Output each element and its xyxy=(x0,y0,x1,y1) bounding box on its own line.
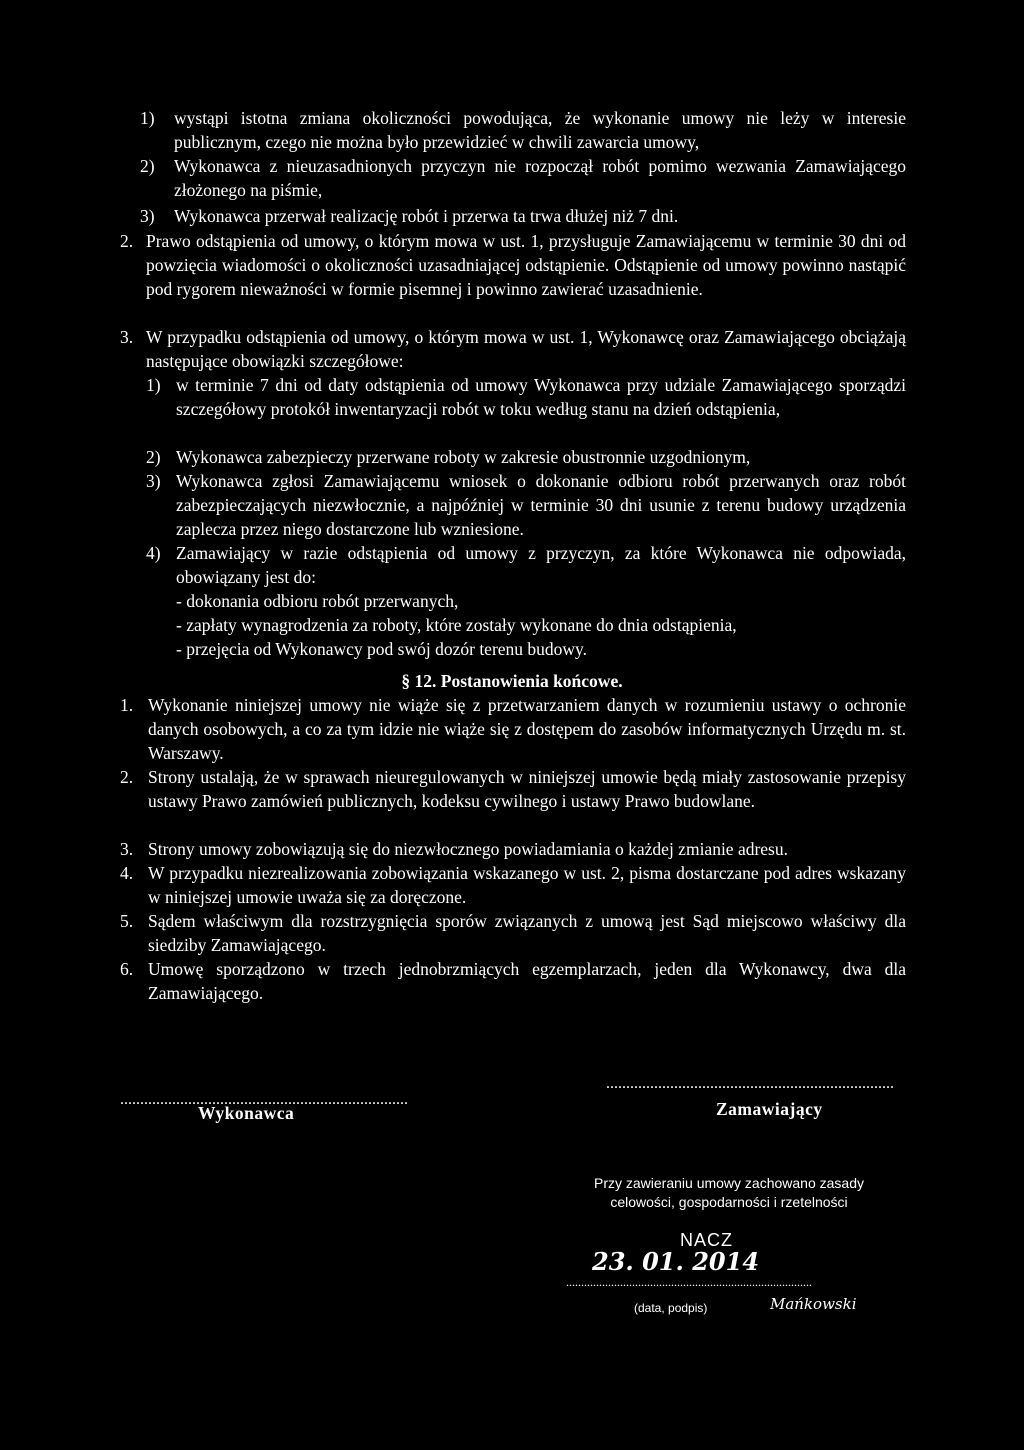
list-item-text: Wykonawca zabezpieczy przerwane roboty w zakresie obustronnie uzgodnionym, xyxy=(176,447,751,467)
paragraph-text: Wykonanie niniejszej umowy nie wiąże się z przetwarzaniem danych w rozumieniu ustawy o ochronie danych osobowych, a co za tym idzie nie wiąże się z dostępem do zasobów informatycznych Urzędu m. st. Warszawy. xyxy=(148,695,906,763)
list-item-text: Wykonawca przerwał realizację robót i przerwa ta trwa dłużej niż 7 dni. xyxy=(174,206,679,226)
paragraph-number: 2. xyxy=(120,231,134,251)
list-item-number: 3) xyxy=(140,206,155,226)
list-item-number: 3) xyxy=(146,471,161,491)
list-item-text: Wykonawca zgłosi Zamawiającemu wniosek o dokonanie odbioru robót przerwanych oraz robót zabezpieczających niezwłocznie, a najpóźniej w terminie 30 dni usunie z terenu budowy urządzenia zaplecza przez niego dostarczone lub wzniesione. xyxy=(176,471,906,539)
client-label: Zamawiający xyxy=(716,1099,823,1119)
list-item-text: wystąpi istotna zmiana okoliczności powodująca, że wykonanie umowy nie leży w interesie publicznym, czego nie można było przewidzieć w chwili zawarcia umowy, xyxy=(174,108,906,152)
paragraph-text: Umowę sporządzono w trzech jednobrzmiących egzemplarzach, jeden dla Wykonawcy, dwa dla Zamawiającego. xyxy=(148,959,906,1003)
stamp-name: Mańkowski xyxy=(770,1295,857,1313)
list-item-number: 1) xyxy=(140,108,155,128)
paragraph-text: Sądem właściwym dla rozstrzygnięcia sporów związanych z umową jest Sąd miejscowo właściwy dla siedziby Zamawiającego. xyxy=(148,911,906,955)
dash-item: - dokonania odbioru robót przerwanych, xyxy=(176,591,459,611)
list-item-number: 1) xyxy=(146,375,161,395)
handwritten-date: 23. 01. 2014 xyxy=(592,1247,760,1276)
stamp-caption-date-signature: (data, podpis) xyxy=(634,1301,708,1315)
paragraph-number: 4. xyxy=(120,863,134,883)
paragraph-number: 3. xyxy=(120,839,134,859)
paragraph-number: 2. xyxy=(120,767,134,787)
paragraph-text: Strony umowy zobowiązują się do niezwłocznego powiadamiania o każdej zmianie adresu. xyxy=(148,839,788,859)
signature-line-left: ........................................................................ xyxy=(120,1091,408,1108)
list-item-text: Wykonawca z nieuzasadnionych przyczyn nie rozpoczął robót pomimo wezwania Zamawiającego złożonego na piśmie, xyxy=(174,156,906,200)
paragraph-text: W przypadku niezrealizowania zobowiązania wskazanego w ust. 2, pisma dostarczane pod adres wskazany w niniejszej umowie uważa się za doręczone. xyxy=(148,863,906,907)
section-heading: § 12. Postanowienia końcowe. xyxy=(401,671,623,691)
contractor-label: Wykonawca xyxy=(198,1103,295,1123)
signature-line-right: ........................................................................ xyxy=(606,1075,894,1092)
paragraph-number: 3. xyxy=(120,327,134,347)
handwritten-mark: NACZ xyxy=(680,1230,733,1250)
paragraph-text: Strony ustalają, że w sprawach nieuregulowanych w niniejszej umowie będą miały zastosowanie przepisy ustawy Prawo zamówień publicznych, kodeksu cywilnego i ustawy Prawo budowlane. xyxy=(148,767,906,811)
stamp-line-1: Przy zawieraniu umowy zachowano zasady xyxy=(593,1175,864,1191)
stamp-line-2: celowości, gospodarności i rzetelności xyxy=(610,1194,848,1210)
dash-item: - przejęcia od Wykonawcy pod swój dozór terenu budowy. xyxy=(176,639,588,659)
dash-item: - zapłaty wynagrodzenia za roboty, które zostały wykonane do dnia odstąpienia, xyxy=(176,615,737,635)
paragraph-number: 5. xyxy=(120,911,134,931)
paragraph-text: W przypadku odstąpienia od umowy, o którym mowa w ust. 1, Wykonawcę oraz Zamawiającego obciążają następujące obowiązki szczegółowe: xyxy=(146,327,906,371)
list-item-number: 2) xyxy=(146,447,161,467)
list-item-number: 2) xyxy=(140,156,155,176)
list-item-number: 4) xyxy=(146,543,161,563)
stamp-dotted-line: .................................................................................. xyxy=(566,1275,812,1289)
paragraph-text: Prawo odstąpienia od umowy, o którym mowa w ust. 1, przysługuje Zamawiającemu w terminie 30 dni od powzięcia wiadomości o okoliczności uzasadniającej odstąpienie. Odstąpienie od umowy powinno nastąpić pod rygorem nieważności w formie pisemnej i powinno zawierać uzasadnienie. xyxy=(146,231,906,299)
list-item-text: Zamawiający w razie odstąpienia od umowy z przyczyn, za które Wykonawca nie odpowiada, obowiązany jest do: xyxy=(176,543,906,587)
paragraph-number: 1. xyxy=(120,695,134,715)
list-item-text: w terminie 7 dni od daty odstąpienia od umowy Wykonawca przy udziale Zamawiającego sporządzi szczegółowy protokół inwentaryzacji robót w toku według stanu na dzień odstąpienia, xyxy=(176,375,906,419)
paragraph-number: 6. xyxy=(120,959,134,979)
